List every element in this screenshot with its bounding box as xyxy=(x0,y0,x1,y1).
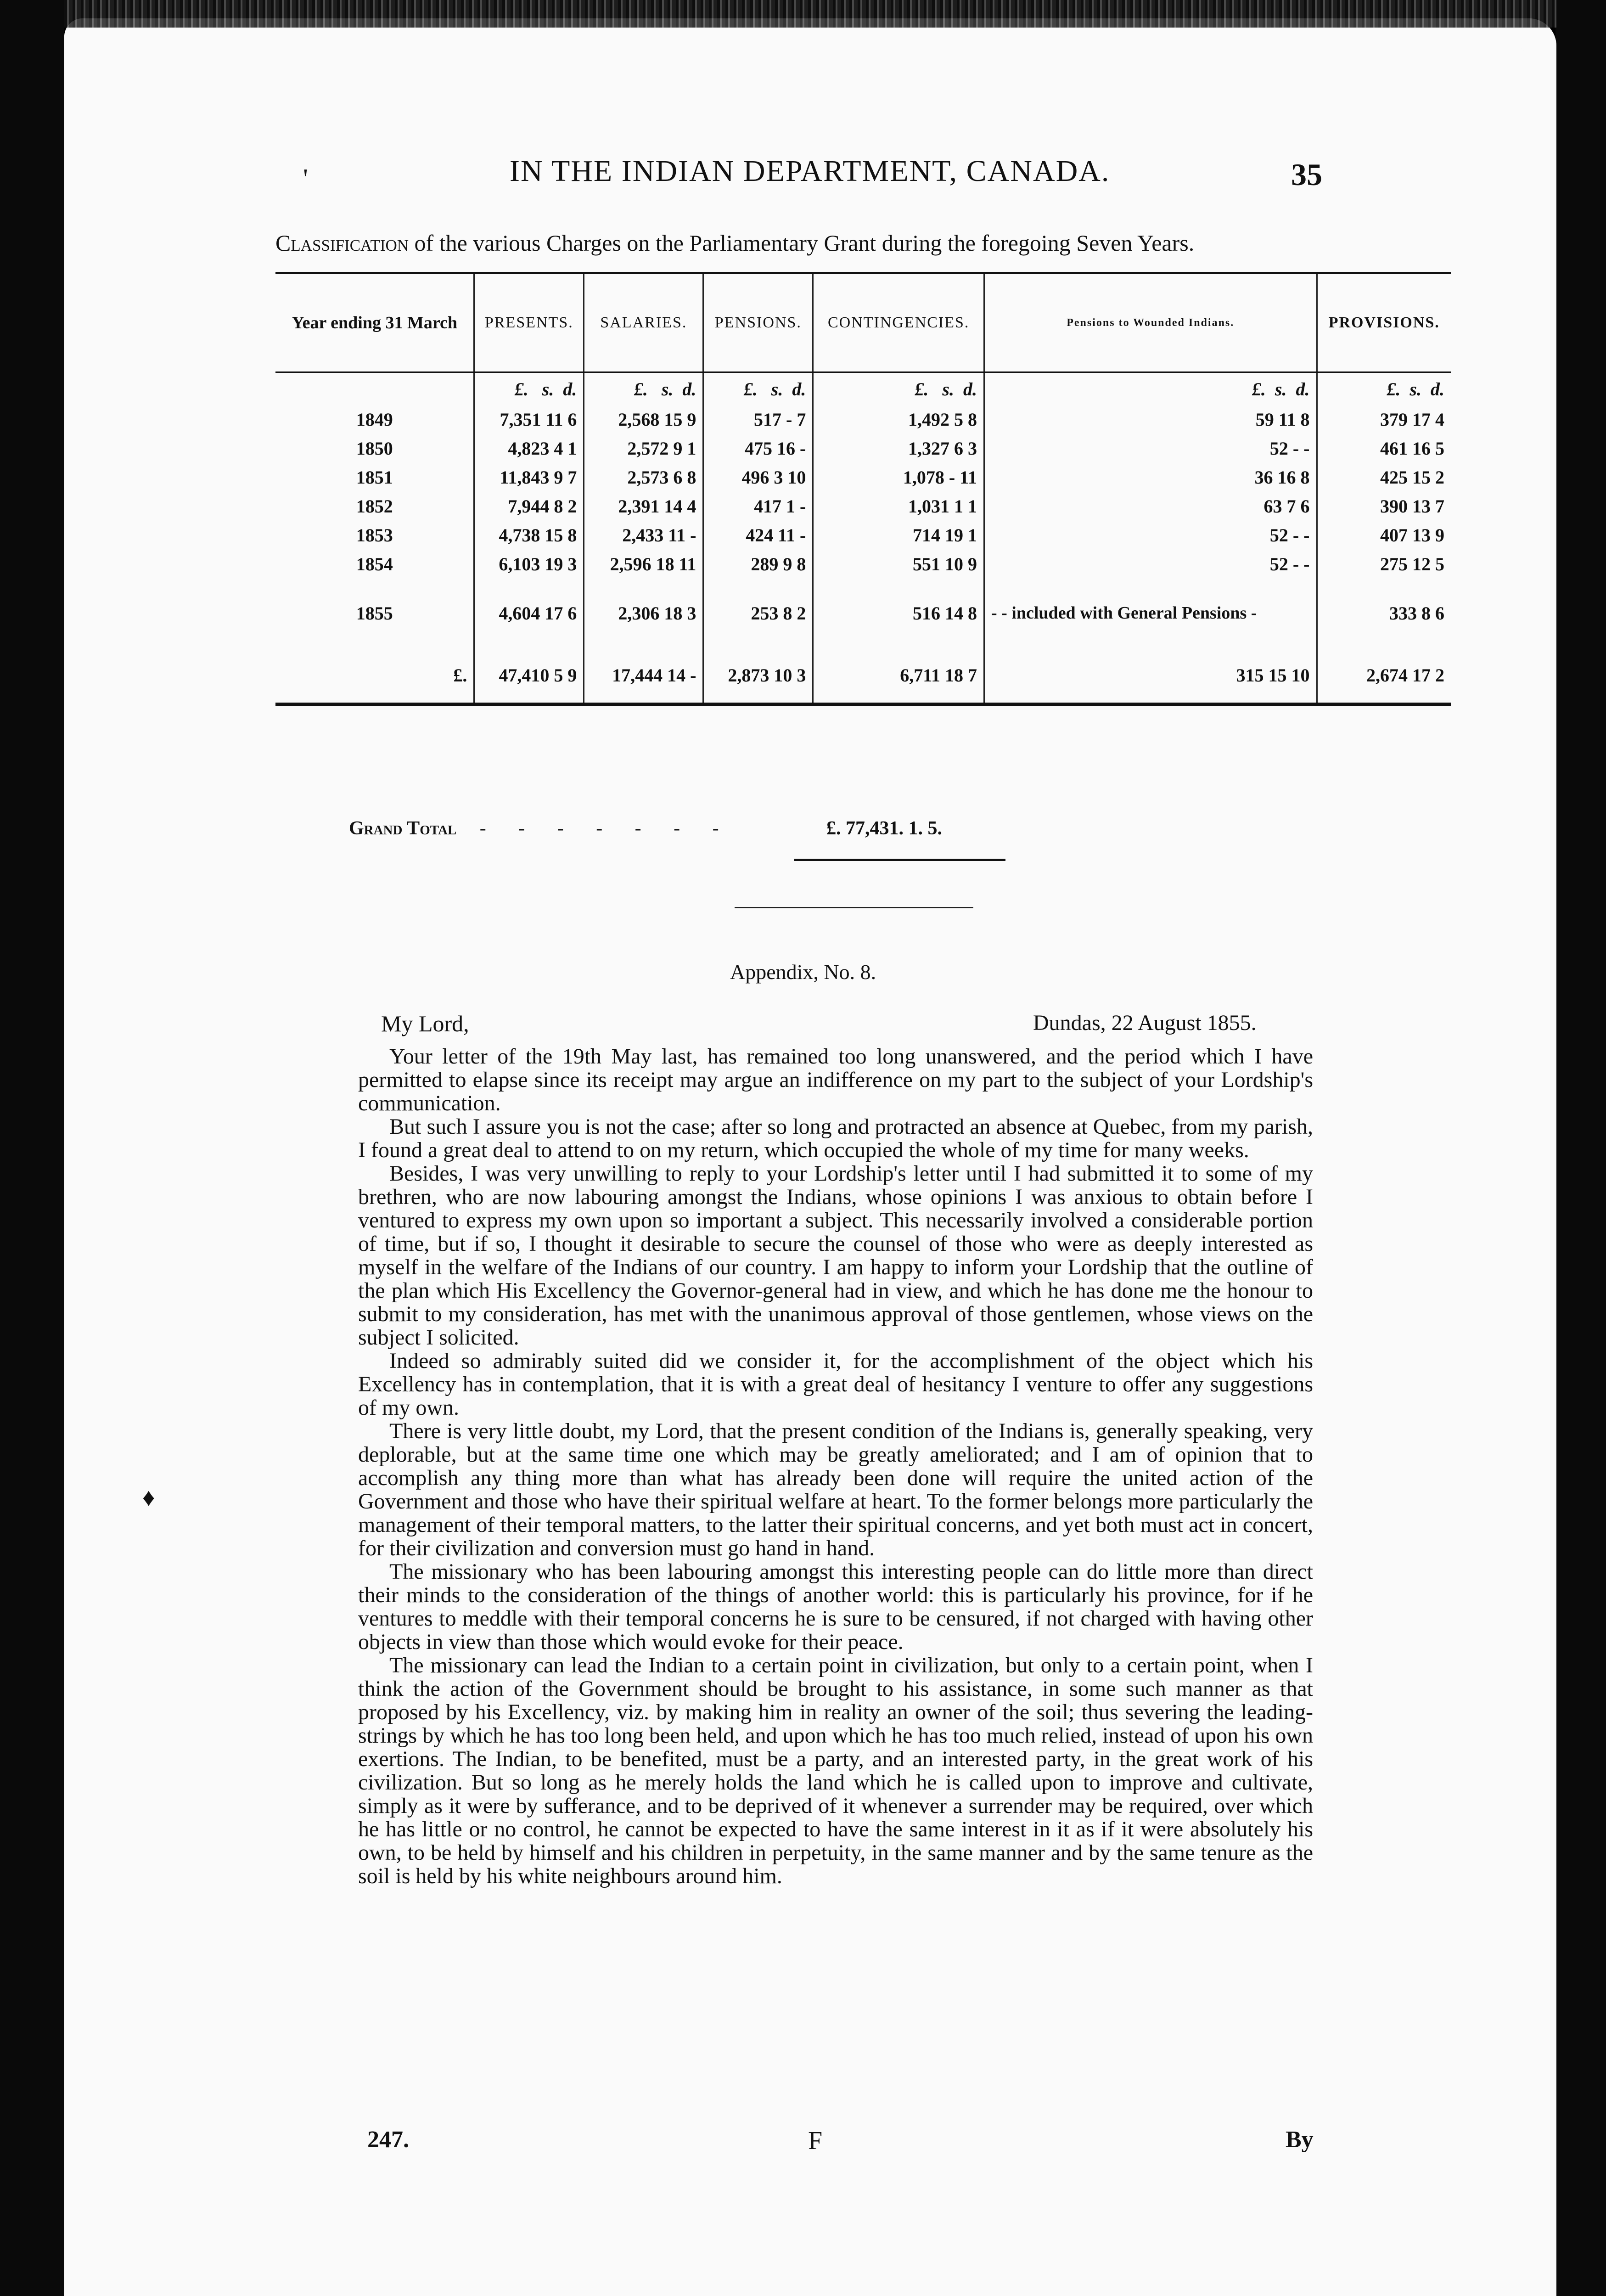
grand-total-value: £. 77,431. 1. 5. xyxy=(826,818,942,839)
units-cell: £. s. d. xyxy=(1317,372,1451,405)
charges-table xyxy=(275,272,1451,706)
column-header-pensions: PENSIONS. xyxy=(703,273,813,372)
year-column-header: Year ending 31 March xyxy=(275,273,474,372)
letter-paragraph: Besides, I was very unwilling to reply to your Lordship's letter until I had submitted it to some of my brethren, who are now labouring amongst the Indians, whose opinions I was anxious to obtain before I ventured to express my own upon so important a subject. This necessarily involved a considerable portion of time, but if so, I thought it desirable to secure the counsel of those who were as deeply interested as myself in the welfare of the Indians of our country. I am happy to inform your Lordship that the outline of the plan which His Excellency the Governor-general had in view, and which he has done me the honour to submit to my consideration, has met with the unanimous approval of those gentlemen, whose views on the subject I solicited. xyxy=(358,1161,1313,1350)
table-row xyxy=(275,550,1451,579)
salaries-cell: 2,306 18 3 xyxy=(584,579,703,647)
letter-body xyxy=(358,1045,1313,1888)
table-row xyxy=(275,492,1451,521)
contingencies-cell: 1,492 5 8 xyxy=(813,405,984,434)
total-contingencies: 6,711 18 7 xyxy=(813,647,984,704)
header-mark: ' xyxy=(303,163,308,194)
grand-total-line xyxy=(349,817,1038,839)
dateline: Dundas, 22 August 1855. xyxy=(1033,1011,1257,1035)
letter-paragraph: The missionary who has been labouring amongst this interesting people can do little more than direct their minds to the consideration of the things of another world: this is particularly his province, for if he ventures to meddle with their temporal concerns he is sure to be censured, if not charged with having other objects in view than those which would evoke for their peace. xyxy=(358,1559,1313,1654)
footer-catchword: By xyxy=(1286,2127,1314,2153)
provisions-cell: 333 8 6 xyxy=(1317,579,1451,647)
salaries-cell: 2,433 11 - xyxy=(584,521,703,550)
section-divider xyxy=(735,907,973,908)
wounded-pensions-cell: 63 7 6 xyxy=(984,492,1317,521)
table-row xyxy=(275,521,1451,550)
salutation: My Lord, xyxy=(381,1011,469,1036)
year-cell: 1852 xyxy=(356,496,393,517)
footer-signature-number: 247. xyxy=(367,2127,409,2153)
grand-total-label: Grand Total xyxy=(349,818,457,839)
presents-cell: 7,944 8 2 xyxy=(474,492,584,521)
units-cell: £. s. d. xyxy=(813,372,984,405)
appendix-title: Appendix, No. 8. xyxy=(730,960,876,984)
provisions-cell: 461 16 5 xyxy=(1317,434,1451,463)
total-pensions: 2,873 10 3 xyxy=(703,647,813,704)
presents-cell: 4,738 15 8 xyxy=(474,521,584,550)
year-cell: 1855 xyxy=(356,602,393,624)
scan-left-border xyxy=(0,0,64,2296)
wounded-pensions-cell: 36 16 8 xyxy=(984,463,1317,492)
letter-paragraph: But such I assure you is not the case; after so long and protracted an absence at Quebec, from my parish, I found a great deal to attend to on my return, which occupied the whole of my time for many weeks. xyxy=(358,1114,1313,1162)
pensions-cell: 417 1 - xyxy=(703,492,813,521)
presents-cell: 6,103 19 3 xyxy=(474,550,584,579)
column-header-wounded-pensions: Pensions to Wounded Indians. xyxy=(984,273,1317,372)
table-row xyxy=(275,405,1451,434)
scan-top-noise xyxy=(64,0,1556,28)
grand-total-leaders: - - - - - - - xyxy=(479,818,733,839)
table-row xyxy=(275,463,1451,492)
pensions-cell: 253 8 2 xyxy=(703,579,813,647)
units-cell: £. s. d. xyxy=(474,372,584,405)
presents-cell: 7,351 11 6 xyxy=(474,405,584,434)
contingencies-cell: 714 19 1 xyxy=(813,521,984,550)
wounded-pensions-cell: 52 - - xyxy=(984,550,1317,579)
running-header xyxy=(294,154,1322,195)
presents-cell: 11,843 9 7 xyxy=(474,463,584,492)
wounded-pensions-cell: 52 - - xyxy=(984,434,1317,463)
salaries-cell: 2,596 18 11 xyxy=(584,550,703,579)
letter-paragraph: Your letter of the 19th May last, has remained too long unanswered, and the period which I have permitted to elapse since its receipt may argue an indifference on my part to the subject of your Lordship's communication. xyxy=(358,1044,1313,1115)
contingencies-cell: 551 10 9 xyxy=(813,550,984,579)
salaries-cell: 2,391 14 4 xyxy=(584,492,703,521)
table-header-row xyxy=(275,273,1451,372)
year-cell: 1854 xyxy=(356,554,393,574)
total-wounded-pensions: 315 15 10 xyxy=(984,647,1317,704)
letter-paragraph: There is very little doubt, my Lord, that the present condition of the Indians is, generally speaking, very deplorable, but at the same time one which may be greatly ameliorated; and I am of opinion that to accomplish any thing more than what has already been done will require the united action of the Government and those who have their spiritual welfare at heart. To the former belongs more particularly the management of their temporal matters, to the latter their spiritual concerns, and yet both must act in concert, for their civilization and conversion must go hand in hand. xyxy=(358,1419,1313,1560)
letter-paragraph: The missionary can lead the Indian to a certain point in civilization, but only to a certain point, when I think the action of the Government should be brought to his assistance, in some such manner as that proposed by his Excellency, viz. by making him in reality an owner of the soil; thus severing the leading-strings by which he has too long been held, and upon which he has too much relied, instead of upon his own exertions. The Indian, to be benefited, must be a party, and an interested party, in the great work of his civilization. But so long as he merely holds the land which he is called upon to improve and cultivate, simply as it were by sufferance, and to be deprived of it whenever a surrender may be required, over which he has little or no control, he cannot be expected to have the same interest in it as if it were absolutely his own, to be held by himself and his children in perpetuity, in the same manner and by the same tenure as the soil is held by his white neighbours around him. xyxy=(358,1653,1313,1888)
table-caption xyxy=(275,230,1451,256)
margin-mark: ♦ xyxy=(142,1484,155,1511)
page-number: 35 xyxy=(1291,157,1322,192)
year-cell: 1850 xyxy=(356,438,393,459)
column-header-salaries: SALARIES. xyxy=(584,273,703,372)
units-cell: £. s. d. xyxy=(984,372,1317,405)
contingencies-cell: 1,327 6 3 xyxy=(813,434,984,463)
column-header-provisions: PROVISIONS. xyxy=(1317,273,1451,372)
provisions-cell: 425 15 2 xyxy=(1317,463,1451,492)
table-row xyxy=(275,579,1451,647)
units-cell: £. s. d. xyxy=(584,372,703,405)
wounded-pensions-cell: 59 11 8 xyxy=(984,405,1317,434)
header-title: IN THE INDIAN DEPARTMENT, CANADA. xyxy=(510,154,1110,188)
table-row xyxy=(275,434,1451,463)
totals-label: £. xyxy=(275,647,474,704)
grand-total-underline xyxy=(794,859,1005,861)
units-row xyxy=(275,372,1451,405)
salaries-cell: 2,573 6 8 xyxy=(584,463,703,492)
contingencies-cell: 516 14 8 xyxy=(813,579,984,647)
provisions-cell: 379 17 4 xyxy=(1317,405,1451,434)
wounded-pensions-cell: 52 - - xyxy=(984,521,1317,550)
total-presents: 47,410 5 9 xyxy=(474,647,584,704)
total-salaries: 17,444 14 - xyxy=(584,647,703,704)
wounded-pensions-included-note: - - included with General Pensions - xyxy=(984,579,1317,647)
year-cell: 1853 xyxy=(356,525,393,546)
scan-right-border xyxy=(1555,0,1606,2296)
pensions-cell: 475 16 - xyxy=(703,434,813,463)
contingencies-cell: 1,031 1 1 xyxy=(813,492,984,521)
year-cell: 1851 xyxy=(356,467,393,488)
footer-signature-letter: F xyxy=(808,2127,823,2155)
caption-lead: Classification xyxy=(275,230,409,256)
units-cell: £. s. d. xyxy=(703,372,813,405)
pensions-cell: 496 3 10 xyxy=(703,463,813,492)
pensions-cell: 424 11 - xyxy=(703,521,813,550)
pensions-cell: 289 9 8 xyxy=(703,550,813,579)
column-header-presents: PRESENTS. xyxy=(474,273,584,372)
totals-row xyxy=(275,647,1451,704)
year-cell: 1849 xyxy=(356,409,393,430)
salaries-cell: 2,572 9 1 xyxy=(584,434,703,463)
letter-paragraph: Indeed so admirably suited did we consider it, for the accomplishment of the object which his Excellency has in contemplation, that it is with a great deal of hesitancy I venture to offer any suggestions of my own. xyxy=(358,1349,1313,1420)
caption-rest: of the various Charges on the Parliamentary Grant during the foregoing Seven Years. xyxy=(409,230,1195,256)
provisions-cell: 275 12 5 xyxy=(1317,550,1451,579)
pensions-cell: 517 - 7 xyxy=(703,405,813,434)
contingencies-cell: 1,078 - 11 xyxy=(813,463,984,492)
provisions-cell: 407 13 9 xyxy=(1317,521,1451,550)
presents-cell: 4,823 4 1 xyxy=(474,434,584,463)
salaries-cell: 2,568 15 9 xyxy=(584,405,703,434)
total-provisions: 2,674 17 2 xyxy=(1317,647,1451,704)
presents-cell: 4,604 17 6 xyxy=(474,579,584,647)
provisions-cell: 390 13 7 xyxy=(1317,492,1451,521)
column-header-contingencies: CONTINGENCIES. xyxy=(813,273,984,372)
